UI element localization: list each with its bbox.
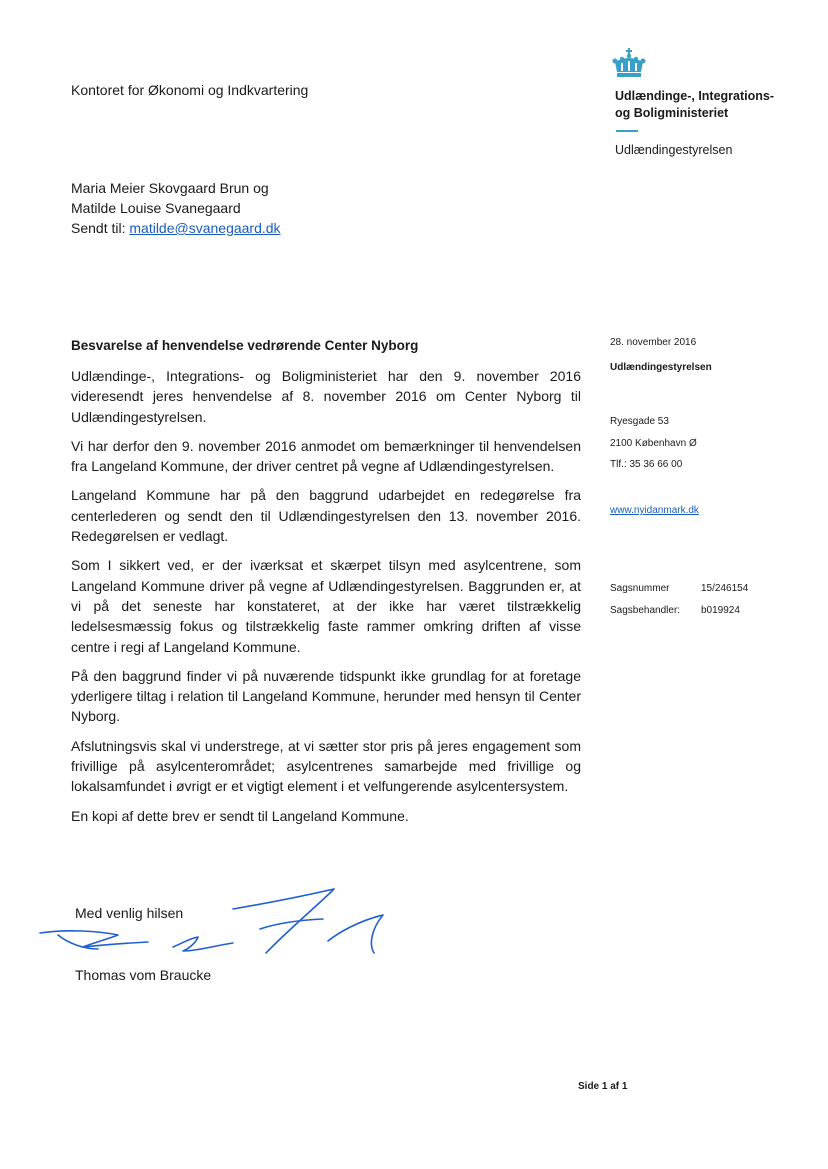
- letter-subject: Besvarelse af henvendelse vedrørende Center Nyborg: [71, 338, 419, 353]
- ministry-line-1: Udlændinge-, Integrations-: [615, 89, 775, 103]
- paragraph: Afslutningsvis skal vi understrege, at vi sætter stor pris på jeres engagement som frivillige på asylcenterområdet; asylcentrenes samarbejde med frivillige og lokalsamfundet i øvrigt er et vigtigt element i et velfungerende asylcentersystem.: [71, 737, 581, 795]
- paragraph: Langeland Kommune har på den baggrund udarbejdet en redegørelse fra centerlederen og sendt den til Udlændingestyrelsen den 13. november 2016. Redegørelsen er vedlagt.: [71, 487, 581, 545]
- ministry-name: [615, 88, 774, 122]
- sidebar-agency: Udlændingestyrelsen: [610, 362, 712, 373]
- paragraph: Udlændinge-, Integrations- og Boligministeriet har den 9. november 2016 videresendt jeres henvendelse af 8. november 2016 om Center Nyborg til Udlændingestyrelsen.: [71, 368, 581, 425]
- paragraph: Vi har derfor den 9. november 2016 anmodet om bemærkninger til henvendelsen fra Langeland Kommune, der driver centret på vegne af Udlændingestyrelsen.: [71, 437, 581, 475]
- sidebar-address: [610, 411, 697, 476]
- case-handler-row: [610, 600, 748, 622]
- ministry-line-2: og Boligministeriet: [615, 106, 729, 120]
- agency-name: Udlændingestyrelsen: [615, 143, 733, 157]
- website-link[interactable]: www.nyidanmark.dk: [610, 505, 699, 516]
- address-city: 2100 København Ø: [610, 437, 697, 449]
- crown-logo-icon: [612, 48, 646, 85]
- recipient-sent-line: [71, 218, 281, 238]
- case-number-value: 15/246154: [701, 583, 749, 594]
- recipient-name-2: Matilde Louise Svanegaard: [71, 200, 241, 216]
- letter-date: 28. november 2016: [610, 337, 697, 348]
- case-number-row: [610, 578, 748, 600]
- closing-salutation: Med venlig hilsen: [75, 905, 184, 921]
- address-phone: Tlf.: 35 36 66 00: [610, 459, 683, 470]
- signer-name: Thomas vom Braucke: [75, 967, 212, 983]
- case-handler-value: b019924: [701, 605, 740, 616]
- logo-divider: [616, 130, 638, 132]
- paragraph: På den baggrund finder vi på nuværende tidspunkt ikke grundlag for at foretage yderligere tiltag i relation til Langeland Kommune, herunder med hensyn til Center Nyborg.: [71, 667, 581, 725]
- case-info: [610, 578, 748, 622]
- letter-body: [71, 366, 581, 835]
- recipient-email-link[interactable]: matilde@svanegaard.dk: [129, 220, 281, 236]
- page-number: Side 1 af 1: [578, 1081, 628, 1092]
- address-street: Ryesgade 53: [610, 416, 669, 427]
- office-name: Kontoret for Økonomi og Indkvartering: [71, 82, 309, 98]
- sent-label: Sendt til:: [71, 220, 126, 236]
- paragraph: Som I sikkert ved, er der iværksat et skærpet tilsyn med asylcentrene, som Langeland Kommune driver på vegne af Udlændingestyrelsen. Baggrunden er, at vi på det seneste har konstateret, at der ikke har været tilstrækkelig ledelsesmæssig fokus og tilstrækkelig faste rammer omkring driften af visse centre i regi af Langeland Kommune.: [71, 557, 581, 655]
- case-number-label: Sagsnummer: [610, 583, 670, 594]
- recipient-block: [71, 178, 281, 238]
- recipient-name-1: Maria Meier Skovgaard Brun og: [71, 180, 269, 196]
- paragraph: En kopi af dette brev er sendt til Langeland Kommune.: [71, 807, 409, 824]
- case-handler-label: Sagsbehandler:: [610, 605, 681, 616]
- handwritten-signature: [38, 885, 408, 970]
